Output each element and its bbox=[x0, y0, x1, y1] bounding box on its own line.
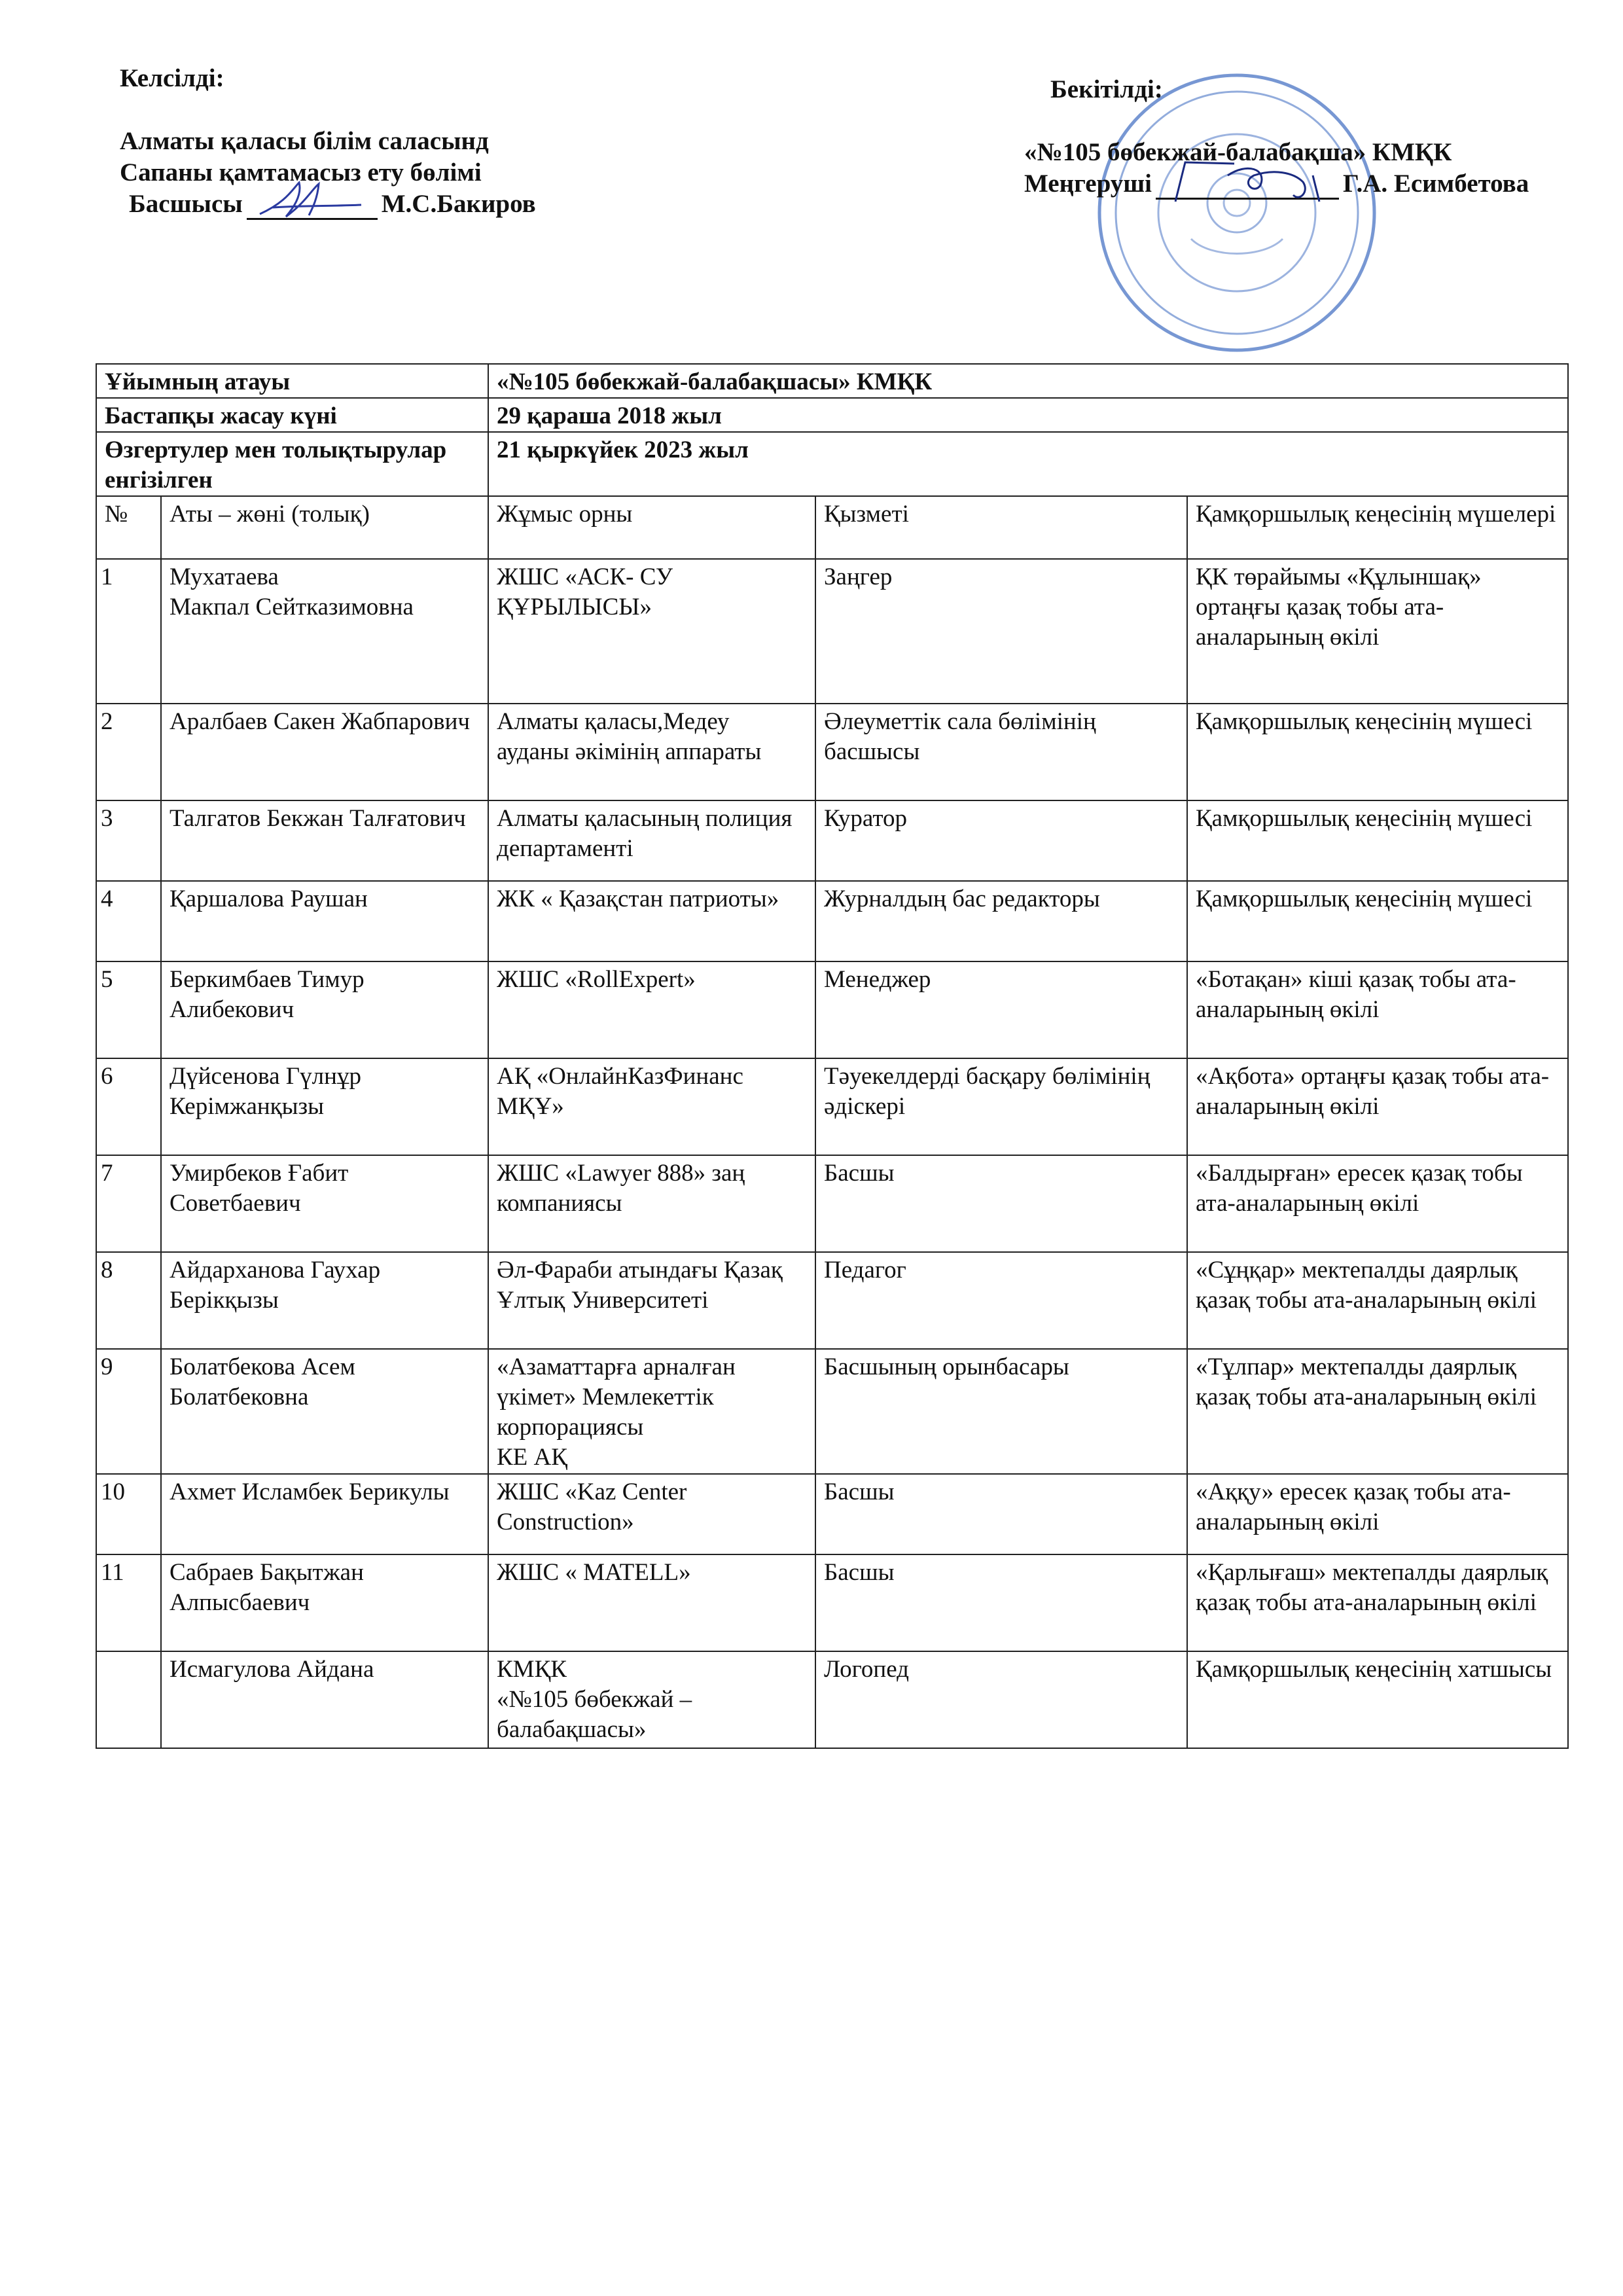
signature-drawing-left bbox=[247, 176, 378, 222]
board-members-table bbox=[96, 363, 1569, 1749]
member-position: Басшының орынбасары bbox=[815, 1349, 1187, 1474]
member-number: 6 bbox=[96, 1058, 161, 1155]
member-number: 5 bbox=[96, 961, 161, 1058]
meta-value: 21 қыркүйек 2023 жыл bbox=[488, 432, 1568, 496]
member-number: 9 bbox=[96, 1349, 161, 1474]
meta-value: 29 қараша 2018 жыл bbox=[488, 398, 1568, 432]
member-position: Басшы bbox=[815, 1474, 1187, 1554]
member-number: 11 bbox=[96, 1554, 161, 1651]
member-number: 3 bbox=[96, 800, 161, 881]
head-label-left: Басшысы bbox=[129, 190, 243, 218]
column-header: № bbox=[96, 496, 161, 559]
member-number: 8 bbox=[96, 1252, 161, 1349]
member-board-role: «Ақбота» ортаңғы қазақ тобы ата-аналарының өкілі bbox=[1187, 1058, 1568, 1155]
table-row bbox=[96, 559, 1568, 704]
member-board-role: «Сұңқар» мектепалды даярлық қазақ тобы ата-аналарының өкілі bbox=[1187, 1252, 1568, 1349]
column-header: Аты – жөні (толық) bbox=[161, 496, 488, 559]
meta-row bbox=[96, 398, 1568, 432]
member-name: Аралбаев Сакен Жабпарович bbox=[161, 704, 488, 800]
column-header: Қамқоршылық кеңесінің мүшелері bbox=[1187, 496, 1568, 559]
table-body bbox=[96, 364, 1568, 1748]
table-row bbox=[96, 800, 1568, 881]
approval-block-left bbox=[120, 63, 536, 220]
table-row bbox=[96, 1155, 1568, 1252]
member-workplace: «Азаматтарға арналған үкімет» Мемлекеттік корпорациясы КЕ АҚ bbox=[488, 1349, 815, 1474]
agency-line-1: Алматы қаласы білім саласынд bbox=[120, 127, 489, 155]
member-number: 4 bbox=[96, 881, 161, 961]
agreed-label: Келсілді: bbox=[120, 64, 224, 92]
member-position: Педагог bbox=[815, 1252, 1187, 1349]
table-row bbox=[96, 1651, 1568, 1748]
member-position: Заңгер bbox=[815, 559, 1187, 704]
head-label-right: Меңгеруші bbox=[1024, 170, 1152, 198]
meta-row bbox=[96, 432, 1568, 496]
member-name: Мухатаева Макпал Сейтказимовна bbox=[161, 559, 488, 704]
member-number: 7 bbox=[96, 1155, 161, 1252]
member-name: Қаршалова Раушан bbox=[161, 881, 488, 961]
member-workplace: АҚ «ОнлайнКазФинанс МҚҰ» bbox=[488, 1058, 815, 1155]
member-board-role: «Ботақан» кіші қазақ тобы ата-аналарының өкілі bbox=[1187, 961, 1568, 1058]
member-board-role: «Қарлығаш» мектепалды даярлық қазақ тобы ата-аналарының өкілі bbox=[1187, 1554, 1568, 1651]
table-row bbox=[96, 1349, 1568, 1474]
member-name: Исмагулова Айдана bbox=[161, 1651, 488, 1748]
table-row bbox=[96, 1058, 1568, 1155]
member-board-role: Қамқоршылық кеңесінің мүшесі bbox=[1187, 704, 1568, 800]
member-position: Менеджер bbox=[815, 961, 1187, 1058]
member-position: Куратор bbox=[815, 800, 1187, 881]
member-number: 1 bbox=[96, 559, 161, 704]
member-number: 10 bbox=[96, 1474, 161, 1554]
member-position: Логопед bbox=[815, 1651, 1187, 1748]
member-position: Әлеуметтік сала бөлімінің басшысы bbox=[815, 704, 1187, 800]
member-position: Журналдың бас редакторы bbox=[815, 881, 1187, 961]
table-row bbox=[96, 1554, 1568, 1651]
column-header: Жұмыс орны bbox=[488, 496, 815, 559]
table-row bbox=[96, 1252, 1568, 1349]
member-name: Сабраев Бақытжан Алпысбаевич bbox=[161, 1554, 488, 1651]
member-workplace: ЖШС «RollExpert» bbox=[488, 961, 815, 1058]
member-workplace: КМҚК «№105 бөбекжай – балабақшасы» bbox=[488, 1651, 815, 1748]
member-workplace: Алматы қаласының полиция департаменті bbox=[488, 800, 815, 881]
member-board-role: ҚК төрайымы «Құлыншақ» ортаңғы қазақ тобы ата-аналарының өкілі bbox=[1187, 559, 1568, 704]
member-name: Талгатов Бекжан Талғатович bbox=[161, 800, 488, 881]
member-board-role: «Балдырған» ересек қазақ тобы ата-аналарының өкілі bbox=[1187, 1155, 1568, 1252]
table-row bbox=[96, 881, 1568, 961]
meta-label: Ұйымның атауы bbox=[96, 364, 488, 398]
head-name-left: М.С.Бакиров bbox=[381, 190, 536, 218]
signature-drawing-right bbox=[1156, 156, 1339, 208]
member-workplace: Әл-Фараби атындағы Қазақ Ұлтық Университеті bbox=[488, 1252, 815, 1349]
member-name: Беркимбаев Тимур Алибекович bbox=[161, 961, 488, 1058]
column-header-row bbox=[96, 496, 1568, 559]
member-board-role: Қамқоршылық кеңесінің мүшесі bbox=[1187, 800, 1568, 881]
member-position: Басшы bbox=[815, 1554, 1187, 1651]
column-header: Қызметі bbox=[815, 496, 1187, 559]
member-workplace: Алматы қаласы,Медеу ауданы әкімінің аппараты bbox=[488, 704, 815, 800]
member-name: Дүйсенова Гүлнұр Керімжанқызы bbox=[161, 1058, 488, 1155]
signature-line-right bbox=[1024, 168, 1529, 200]
signature-left bbox=[247, 196, 378, 220]
member-workplace: ЖШС «АСК- СУ ҚҰРЫЛЫСЫ» bbox=[488, 559, 815, 704]
member-name: Болатбекова Асем Болатбековна bbox=[161, 1349, 488, 1474]
member-workplace: ЖШС « MATELL» bbox=[488, 1554, 815, 1651]
member-workplace: ЖК « Қазақстан патриоты» bbox=[488, 881, 815, 961]
signature-line-left bbox=[120, 188, 536, 220]
kindergarten-name: «№105 бөбекжай-балабақша» КМҚК bbox=[1024, 138, 1452, 166]
member-workplace: ЖШС «Lawyer 888» заң компаниясы bbox=[488, 1155, 815, 1252]
member-number: 2 bbox=[96, 704, 161, 800]
meta-label: Өзгертулер мен толықтырулар енгізілген bbox=[96, 432, 488, 496]
table-row bbox=[96, 1474, 1568, 1554]
member-board-role: Қамқоршылық кеңесінің мүшесі bbox=[1187, 881, 1568, 961]
member-position: Тәуекелдерді басқару бөлімінің әдіскері bbox=[815, 1058, 1187, 1155]
approved-label: Бекітілді: bbox=[1050, 75, 1163, 103]
agency-line-2: Сапаны қамтамасыз ету бөлімі bbox=[120, 158, 482, 187]
member-name: Ахмет Исламбек Берикулы bbox=[161, 1474, 488, 1554]
member-board-role: Қамқоршылық кеңесінің хатшысы bbox=[1187, 1651, 1568, 1748]
head-name-right: Г.А. Есимбетова bbox=[1343, 170, 1529, 198]
table-row bbox=[96, 961, 1568, 1058]
table-row bbox=[96, 704, 1568, 800]
member-number bbox=[96, 1651, 161, 1748]
member-name: Айдарханова Гаухар Берікқызы bbox=[161, 1252, 488, 1349]
meta-label: Бастапқы жасау күні bbox=[96, 398, 488, 432]
member-position: Басшы bbox=[815, 1155, 1187, 1252]
member-board-role: «Тұлпар» мектепалды даярлық қазақ тобы ата-аналарының өкілі bbox=[1187, 1349, 1568, 1474]
signature-right bbox=[1156, 175, 1339, 200]
approval-block-right bbox=[1024, 74, 1529, 200]
member-board-role: «Аққу» ересек қазақ тобы ата-аналарының өкілі bbox=[1187, 1474, 1568, 1554]
member-name: Умирбеков Ғабит Советбаевич bbox=[161, 1155, 488, 1252]
meta-value: «№105 бөбекжай-балабақшасы» КМҚК bbox=[488, 364, 1568, 398]
member-workplace: ЖШС «Kaz Center Construction» bbox=[488, 1474, 815, 1554]
meta-row bbox=[96, 364, 1568, 398]
